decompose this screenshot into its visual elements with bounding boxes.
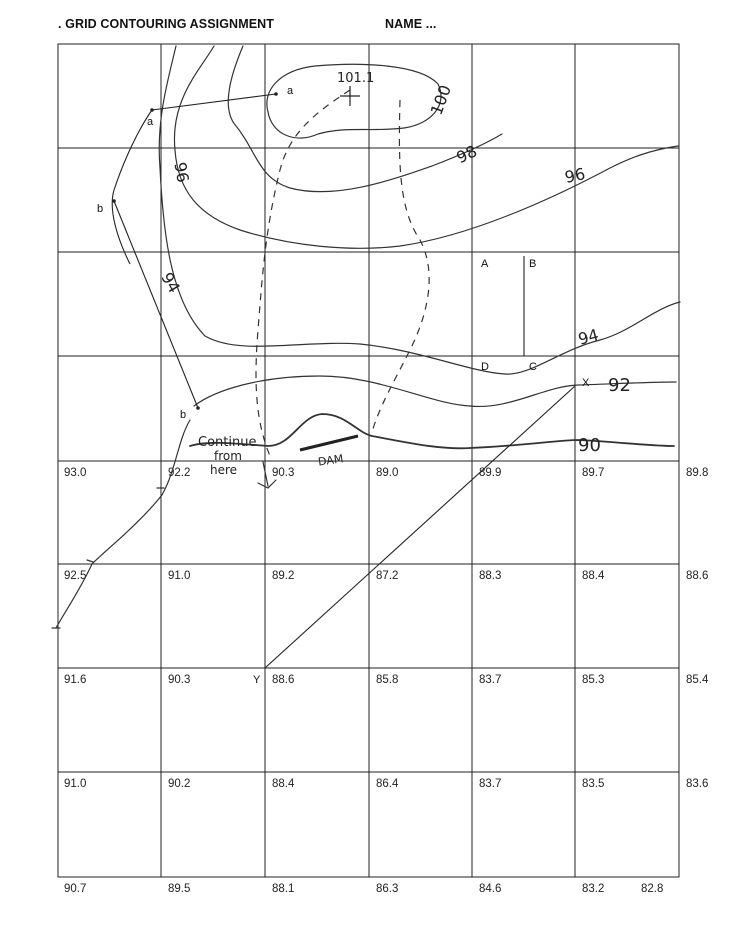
label-b2: b [180,409,187,421]
contour-label-90: 90 [578,435,601,456]
spot-height: 90.3 [168,674,191,686]
spot-height: 90.3 [272,467,295,479]
spot-height: 89.5 [168,883,191,895]
spot-height: 88.4 [272,778,295,790]
contour-label-100: 100 [426,82,455,118]
label-D: D [481,361,489,373]
continue-note [198,435,256,477]
spot-height: 88.4 [582,570,605,582]
spot-height: 83.2 [582,883,605,895]
contour-90 [190,414,674,448]
dam-label: DAM [317,452,345,469]
line-b-b [114,201,198,408]
point-b1 [112,199,116,203]
spot-height: 85.8 [376,674,399,686]
continue-contour-line [56,420,190,628]
continue-note-line3: here [210,463,238,477]
point-b2 [196,406,200,410]
spot-height: 91.0 [168,570,191,582]
spot-height: 88.1 [272,883,295,895]
spot-height: 93.0 [64,467,87,479]
name-field-label: NAME ... [385,17,437,31]
summit-marker [340,86,360,106]
spot-height: 86.4 [376,778,399,790]
spot-height: 85.3 [582,674,605,686]
catchment-boundary [256,90,429,456]
spot-height: 89.0 [376,467,399,479]
label-b1: b [97,203,104,215]
continue-note-line2: from [214,449,242,463]
contour-label-96-right: 96 [563,164,587,187]
spot-height: 88.6 [686,570,709,582]
contour-label-94-left: 94 [157,269,184,297]
spot-height: 86.3 [376,883,399,895]
spot-height: 88.6 [272,674,295,686]
spot-height: 84.6 [479,883,502,895]
label-C: C [529,361,537,373]
spot-height: 83.7 [479,778,502,790]
spot-height: 90.2 [168,778,191,790]
summit-height-label: 101.1 [337,71,375,86]
line-X-Y [265,386,575,668]
point-a2 [274,92,278,96]
spot-height: 85.4 [686,674,709,686]
spot-height: 92.2 [168,467,191,479]
point-a1 [150,108,154,112]
dam-line [300,436,358,450]
assignment-title: . GRID CONTOURING ASSIGNMENT [58,17,275,31]
label-Y: Y [253,674,261,686]
contour-label-96-left: 96 [170,160,193,184]
contour-94 [159,46,680,374]
continue-note-line1: Continue [198,435,257,450]
spot-height: 91.0 [64,778,87,790]
label-X: X [582,377,590,389]
edge-line-a-b [112,110,152,264]
label-a1: a [147,116,154,128]
contour-label-94-right: 94 [576,325,601,349]
line-a-a [152,94,276,110]
spot-height: 88.3 [479,570,502,582]
spot-height: 83.7 [479,674,502,686]
label-A: A [481,258,489,270]
label-B: B [529,258,537,270]
contour-label-98: 98 [453,141,480,168]
contour-label-92: 92 [608,375,631,396]
spot-height: 83.5 [582,778,605,790]
spot-height: 92.5 [64,570,87,582]
spot-height: 87.2 [376,570,399,582]
label-a2: a [287,85,294,97]
grid [58,44,679,877]
catchment-boundary-left [256,90,350,456]
spot-height: 90.7 [64,883,87,895]
spot-height: 89.9 [479,467,502,479]
catchment-boundary-right [372,100,429,432]
spot-height: 82.8 [641,883,664,895]
spot-height: 89.2 [272,570,295,582]
spot-height: 83.6 [686,778,709,790]
contour-92 [194,376,676,406]
spot-height: 89.7 [582,467,605,479]
spot-height: 91.6 [64,674,87,686]
spot-height: 89.8 [686,467,709,479]
